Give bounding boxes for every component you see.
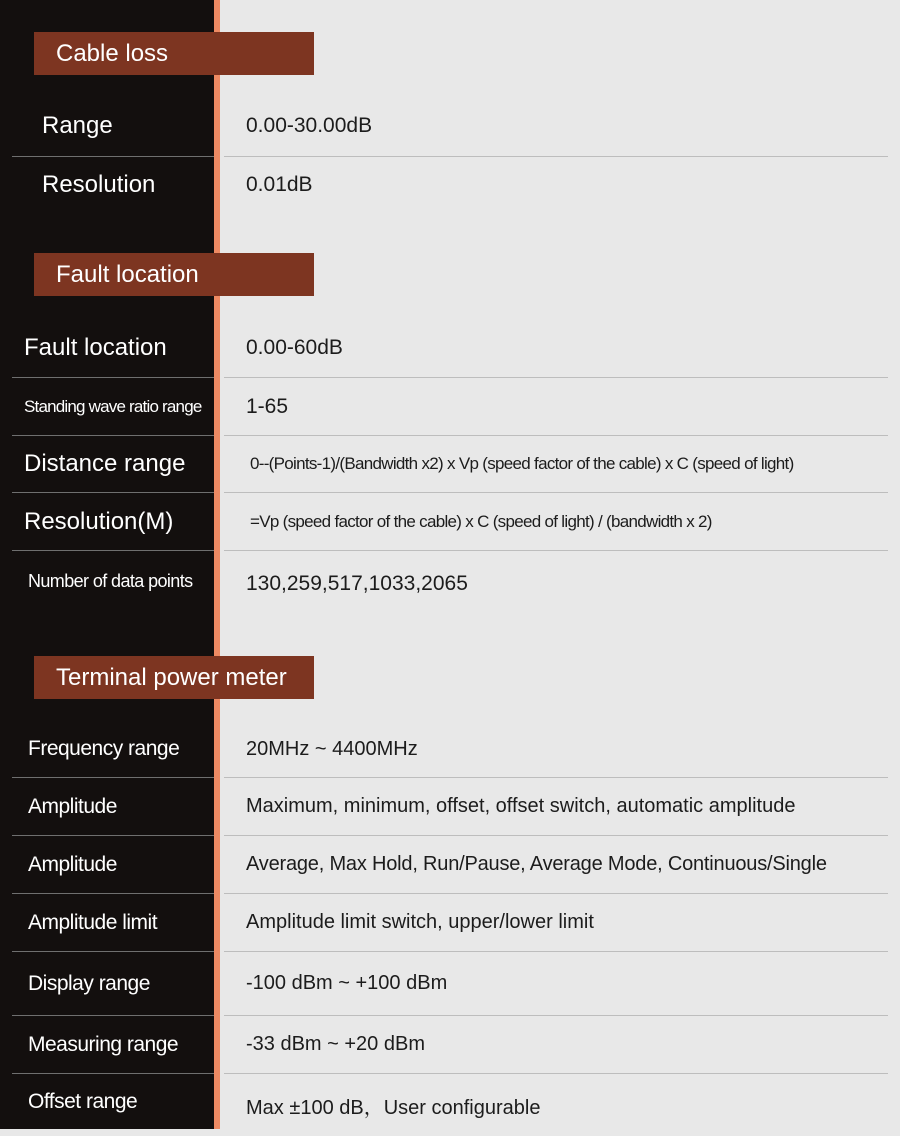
- row-value-resolution: 0.01dB: [246, 173, 313, 196]
- row-label-amplitude: Amplitude: [28, 794, 117, 818]
- row-value-frequency-range: 20MHz ~ 4400MHz: [246, 737, 418, 760]
- row-label-amplitude-limit: Amplitude limit: [28, 910, 158, 934]
- section-header-fault-location: Fault location: [34, 253, 314, 296]
- row-label-amplitude-mode: Amplitude: [28, 852, 117, 876]
- row-label-frequency-range: Frequency range: [28, 737, 180, 760]
- row-value-fault-location: 0.00-60dB: [246, 335, 343, 359]
- section-header-cable-loss: Cable loss: [34, 32, 314, 75]
- row-label-measuring-range: Measuring range: [28, 1032, 179, 1056]
- row-label-display-range: Display range: [28, 971, 150, 995]
- row-value-amplitude-limit: Amplitude limit switch, upper/lower limit: [246, 911, 594, 933]
- row-label-offset-range: Offset range: [28, 1089, 138, 1113]
- row-value-display-range: -100 dBm ~ +100 dBm: [246, 972, 448, 994]
- row-value-offset-range: Max ±100 dB，User configurable: [246, 1096, 541, 1119]
- row-label-distance-range: Distance range: [24, 450, 186, 477]
- row-value-amplitude-mode: Average, Max Hold, Run/Pause, Average Mode, Continuous/Single: [246, 853, 827, 875]
- row-value-range: 0.00-30.00dB: [246, 114, 373, 137]
- row-label-data-points: Number of data points: [28, 570, 193, 591]
- row-value-data-points: 130,259,517,1033,2065: [246, 572, 468, 595]
- row-label-range: Range: [42, 112, 113, 139]
- row-label-resolution: Resolution: [42, 171, 156, 198]
- row-label-swr-range: Standing wave ratio range: [24, 396, 202, 416]
- row-value-amplitude: Maximum, minimum, offset, offset switch, automatic amplitude: [246, 795, 796, 817]
- section-header-terminal-power-meter: Terminal power meter: [34, 656, 314, 699]
- row-label-resolution-m: Resolution(M): [24, 507, 174, 535]
- row-value-distance-range: 0--(Points-1)/(Bandwidth x2) x Vp (speed factor of the cable) x C (speed of light): [250, 454, 794, 473]
- row-value-resolution-m: =Vp (speed factor of the cable) x C (speed of light) / (bandwidth x 2): [250, 511, 712, 531]
- row-value-swr-range: 1-65: [246, 394, 289, 418]
- row-value-measuring-range: -33 dBm ~ +20 dBm: [246, 1033, 425, 1055]
- row-label-fault-location: Fault location: [24, 333, 167, 361]
